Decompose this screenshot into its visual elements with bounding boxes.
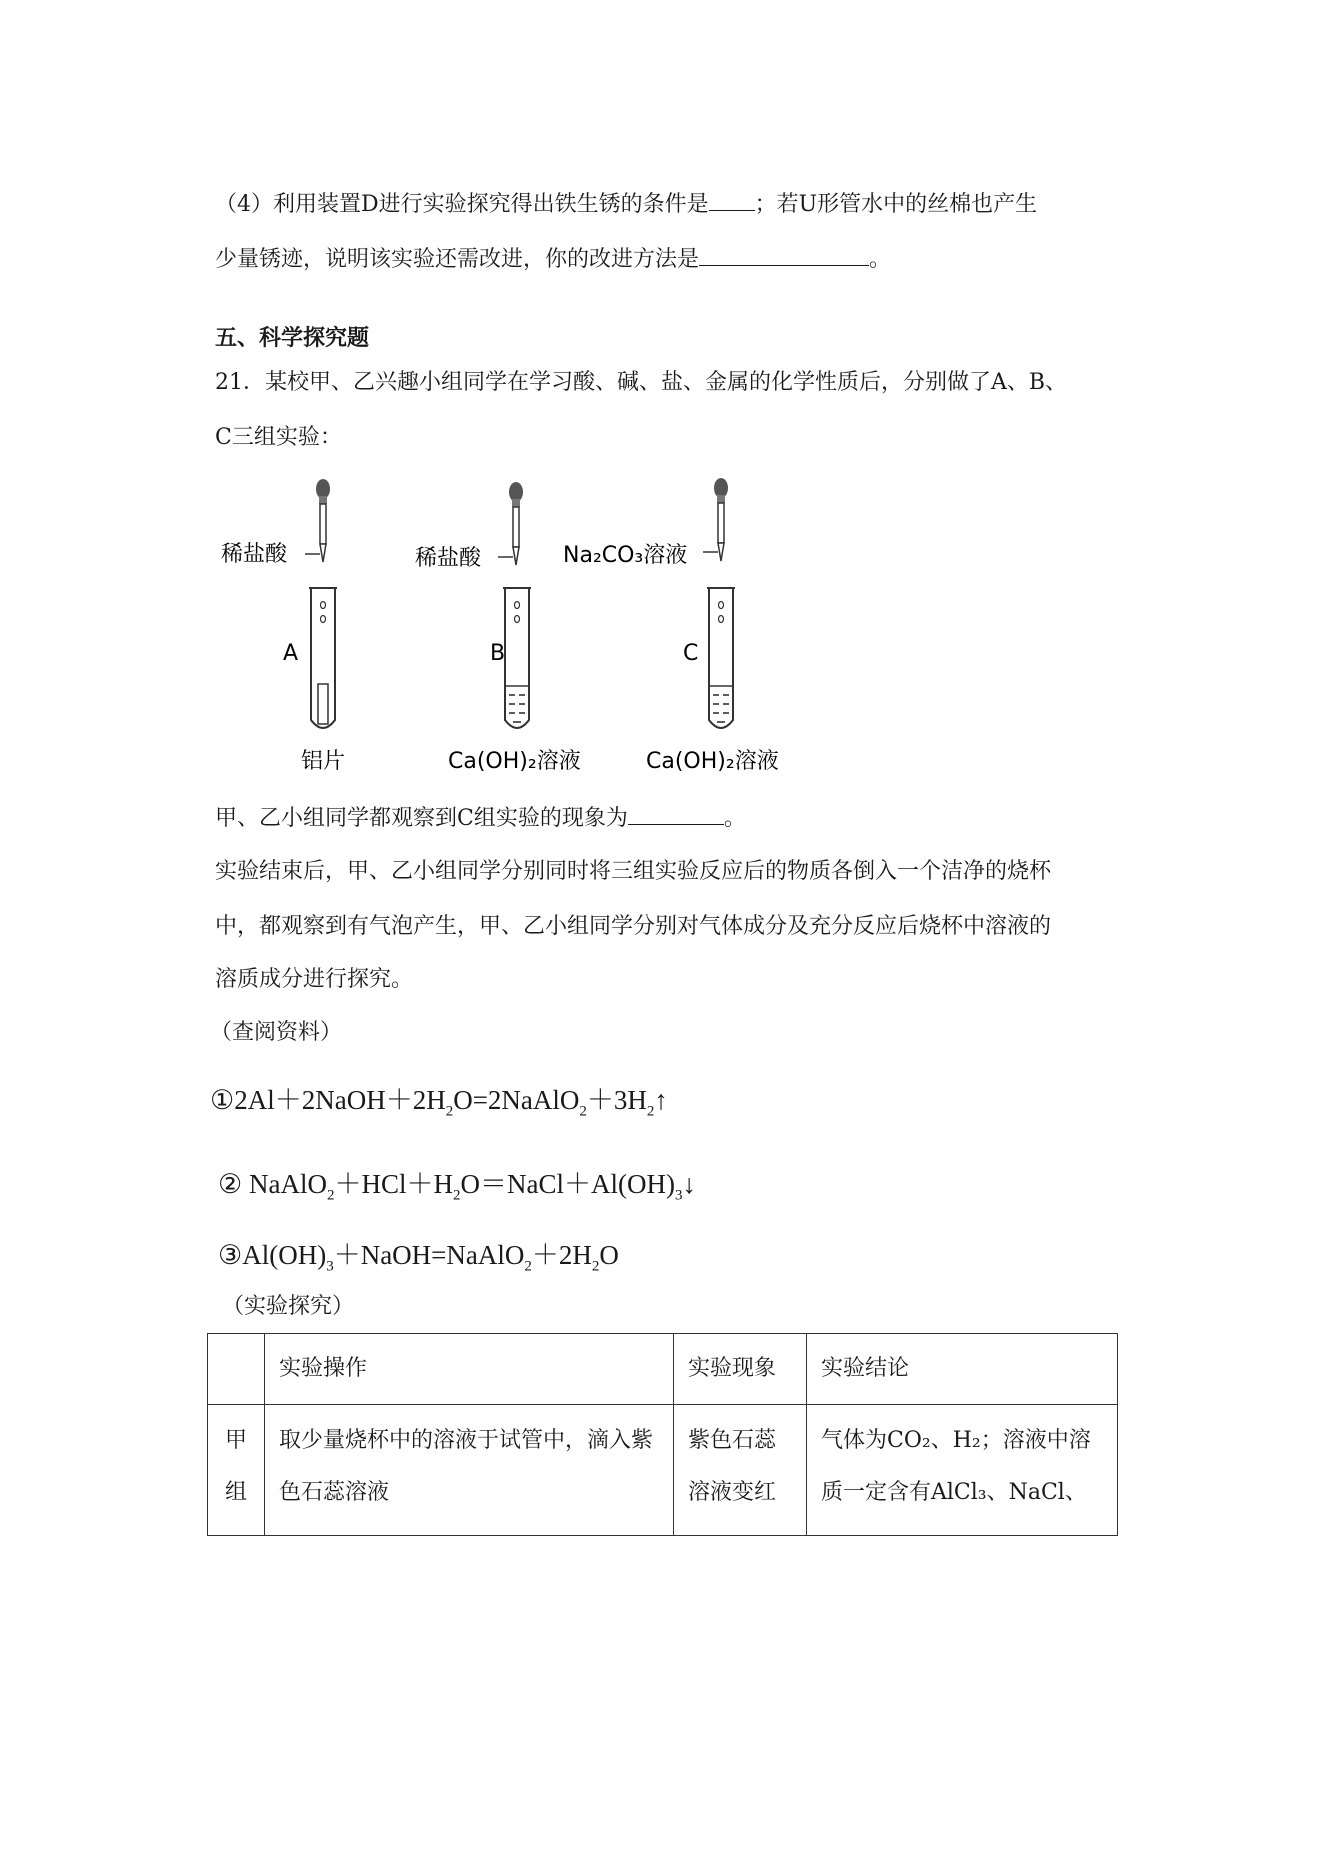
dropper-c-label: Na₂CO₃溶液	[563, 543, 688, 568]
table-header-conclusion: 实验结论	[807, 1334, 1118, 1405]
para-line1: 实验结束后，甲、乙小组同学分别同时将三组实验反应后的物质各倒入一个洁净的烧杯	[215, 859, 1052, 884]
row-group: 甲组	[208, 1405, 265, 1536]
para-line2: 中，都观察到有气泡产生，甲、乙小组同学分别对气体成分及充分反应后烧杯中溶液的	[215, 914, 1052, 939]
answer-blank[interactable]	[699, 243, 869, 266]
dropper-c	[703, 478, 728, 561]
section-title: 五、科学探究题	[215, 325, 370, 351]
test-tube-a	[309, 588, 337, 728]
tube-b-label: B	[490, 641, 506, 666]
test-tube-b	[503, 588, 531, 728]
equation-3: $③Al(OH)_3+NaOH=NaAlO_2+2H_2O$	[218, 1240, 619, 1275]
row-conclusion: 气体为CO₂、H₂；溶液中溶质一定含有AlCl₃、NaCl、	[807, 1405, 1118, 1536]
dropper-a-label: 稀盐酸	[221, 542, 288, 567]
experiment-figure	[215, 478, 815, 778]
q21-line1: 21．某校甲、乙兴趣小组同学在学习酸、碱、盐、金属的化学性质后，分别做了A、B、	[215, 370, 1068, 395]
gas-arrow-icon: ↑	[654, 1085, 668, 1115]
answer-blank[interactable]	[709, 188, 755, 211]
dropper-b-label: 稀盐酸	[415, 546, 482, 571]
q21-line2: C三组实验：	[215, 425, 342, 450]
row-operation: 取少量烧杯中的溶液于试管中，滴入紫色石蕊溶液	[265, 1405, 674, 1536]
table-row	[208, 1405, 1118, 1536]
tube-b-bottom-label: Ca(OH)₂溶液	[448, 749, 581, 774]
equation-2: ② $NaAlO_2+HCl+H_2O=NaCl+Al(OH)_3↓$	[218, 1169, 696, 1204]
tube-a-label: A	[283, 641, 299, 666]
observe-line: 甲、乙小组同学都观察到C组实验的现象为 。	[215, 802, 746, 834]
aluminum-strip	[318, 684, 328, 724]
reference-title: （查阅资料）	[210, 1020, 343, 1045]
precipitate-arrow-icon: ↓	[682, 1169, 696, 1199]
table-header-blank	[208, 1334, 265, 1405]
dropper-b	[498, 482, 523, 565]
tube-a-bottom-label: 铝片	[301, 749, 346, 774]
equation-1: $①2Al+2NaOH+2H_2O=2NaAlO_2+3H_2↑$	[210, 1085, 668, 1120]
experiment-title: （实验探究）	[222, 1294, 355, 1319]
table-header-operation: 实验操作	[265, 1334, 674, 1405]
experiment-table	[207, 1333, 1118, 1536]
para-line3: 溶质成分进行探究。	[215, 967, 414, 992]
dropper-a	[305, 479, 330, 562]
tube-c-label: C	[683, 641, 699, 666]
q20-line1: （4）利用装置D进行实验探究得出铁生锈的条件是 ；若U形管水中的丝棉也产生	[215, 188, 1037, 220]
table-header-row	[208, 1334, 1118, 1405]
tube-c-bottom-label: Ca(OH)₂溶液	[646, 749, 779, 774]
table-header-phenomenon: 实验现象	[674, 1334, 807, 1405]
test-tube-c	[707, 588, 735, 728]
q20-line2: 少量锈迹，说明该实验还需改进，你的改进方法是 。	[215, 243, 891, 275]
row-phenomenon: 紫色石蕊溶液变红	[674, 1405, 807, 1536]
answer-blank[interactable]	[628, 802, 724, 825]
